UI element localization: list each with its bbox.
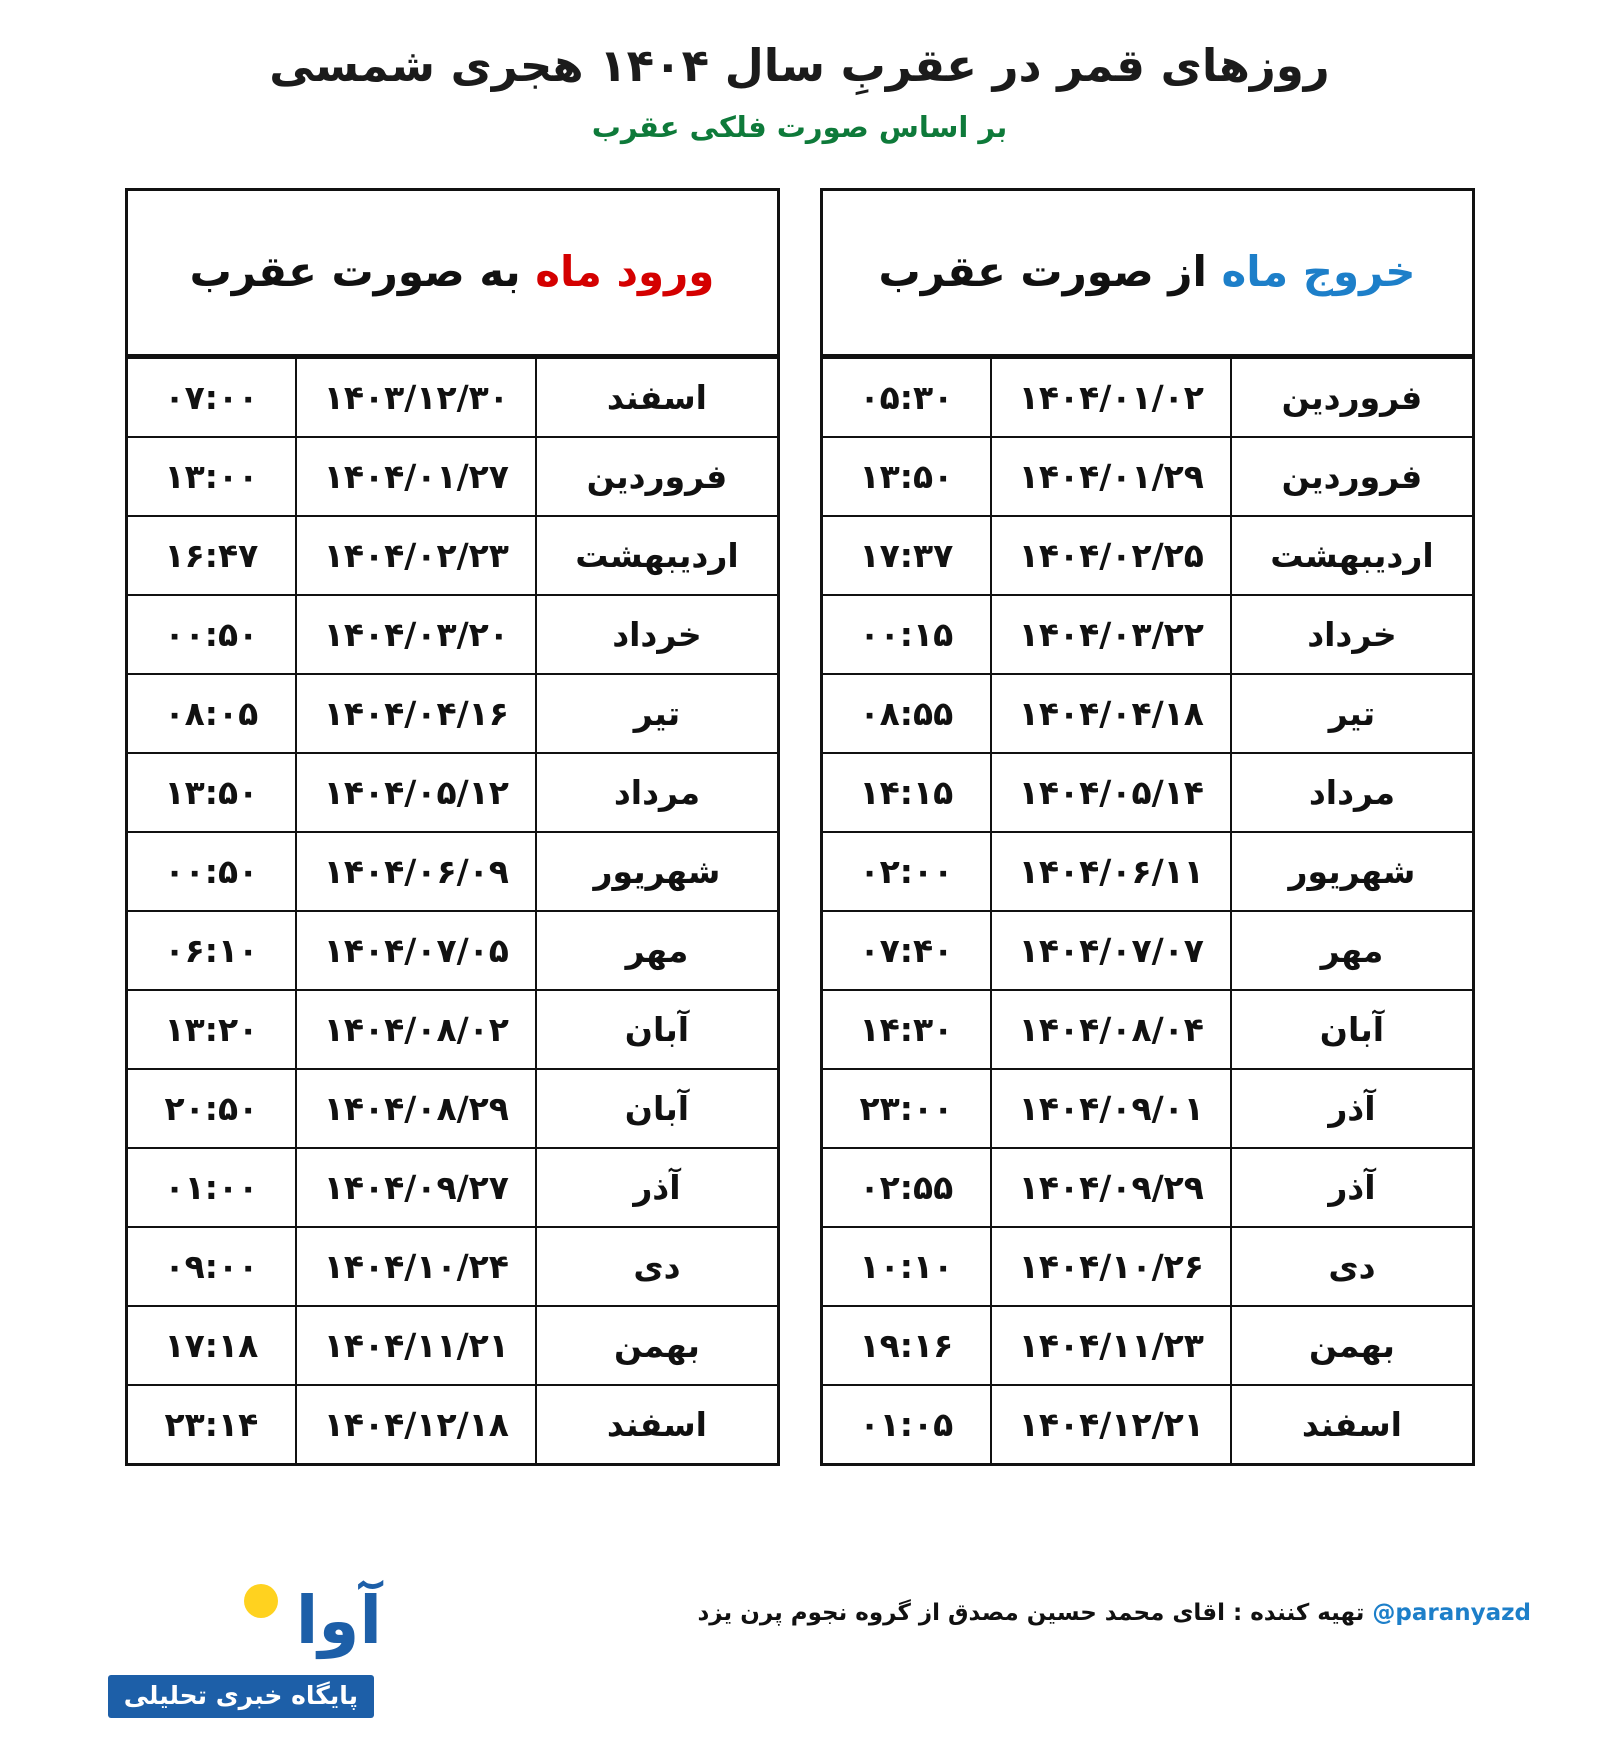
cell-time: ۰۰:۵۰	[128, 595, 297, 674]
table-row	[823, 516, 1472, 595]
entry-table-block	[125, 188, 780, 1466]
page-header	[0, 0, 1599, 144]
cell-date: ۱۴۰۴/۰۱/۲۹	[991, 437, 1231, 516]
cell-month: آذر	[1231, 1148, 1471, 1227]
exit-heading-highlight: خروج ماه	[1221, 247, 1416, 297]
cell-time: ۱۳:۵۰	[823, 437, 992, 516]
cell-month: فروردین	[1231, 358, 1471, 437]
entry-heading-highlight: ورود ماه	[535, 247, 715, 297]
cell-time: ۱۷:۳۷	[823, 516, 992, 595]
cell-time: ۱۴:۳۰	[823, 990, 992, 1069]
cell-time: ۰۰:۱۵	[823, 595, 992, 674]
cell-month: آذر	[1231, 1069, 1471, 1148]
cell-time: ۰۶:۱۰	[128, 911, 297, 990]
cell-time: ۰۵:۳۰	[823, 358, 992, 437]
cell-time: ۱۴:۱۵	[823, 753, 992, 832]
table-row	[128, 753, 777, 832]
cell-time: ۰۲:۰۰	[823, 832, 992, 911]
cell-month: اسفند	[536, 358, 776, 437]
exit-table-heading	[823, 191, 1472, 357]
table-row	[128, 358, 777, 437]
page-title: روزهای قمر در عقربِ سال ۱۴۰۴ هجری شمسی	[269, 39, 1330, 92]
cell-date: ۱۴۰۴/۰۲/۲۳	[296, 516, 536, 595]
cell-month: خرداد	[536, 595, 776, 674]
cell-date: ۱۴۰۴/۱۲/۲۱	[991, 1385, 1231, 1463]
cell-time: ۰۷:۴۰	[823, 911, 992, 990]
cell-time: ۰۱:۰۵	[823, 1385, 992, 1463]
table-row	[128, 990, 777, 1069]
cell-date: ۱۴۰۴/۰۲/۲۵	[991, 516, 1231, 595]
cell-month: مرداد	[1231, 753, 1471, 832]
cell-month: شهریور	[536, 832, 776, 911]
tables-container	[125, 188, 1475, 1466]
table-row	[823, 1069, 1472, 1148]
logo-wordmark: آوا	[295, 1582, 382, 1659]
cell-month: مهر	[1231, 911, 1471, 990]
cell-time: ۱۰:۱۰	[823, 1227, 992, 1306]
cell-month: بهمن	[1231, 1306, 1471, 1385]
cell-time: ۱۳:۵۰	[128, 753, 297, 832]
cell-time: ۱۶:۴۷	[128, 516, 297, 595]
cell-time: ۲۳:۰۰	[823, 1069, 992, 1148]
cell-month: بهمن	[536, 1306, 776, 1385]
cell-month: اسفند	[536, 1385, 776, 1463]
sun-dot-icon	[244, 1584, 278, 1618]
table-row	[823, 437, 1472, 516]
cell-date: ۱۴۰۴/۰۵/۱۴	[991, 753, 1231, 832]
table-row	[128, 437, 777, 516]
cell-date: ۱۴۰۴/۰۷/۰۵	[296, 911, 536, 990]
page-subtitle: بر اساس صورت فلکی عقرب	[591, 110, 1008, 145]
cell-month: اسفند	[1231, 1385, 1471, 1463]
entry-table-heading	[128, 191, 777, 357]
cell-time: ۰۲:۵۵	[823, 1148, 992, 1227]
cell-date: ۱۴۰۴/۰۸/۰۴	[991, 990, 1231, 1069]
table-row	[823, 753, 1472, 832]
cell-date: ۱۴۰۴/۰۹/۲۷	[296, 1148, 536, 1227]
table-row	[128, 1227, 777, 1306]
table-row	[128, 595, 777, 674]
cell-month: فروردین	[1231, 437, 1471, 516]
cell-date: ۱۴۰۴/۰۸/۲۹	[296, 1069, 536, 1148]
cell-time: ۱۷:۱۸	[128, 1306, 297, 1385]
exit-heading-rest: از صورت عقرب	[878, 247, 1207, 297]
cell-time: ۱۳:۲۰	[128, 990, 297, 1069]
cell-time: ۰۷:۰۰	[128, 358, 297, 437]
cell-time: ۰۹:۰۰	[128, 1227, 297, 1306]
cell-month: تیر	[1231, 674, 1471, 753]
cell-date: ۱۴۰۴/۰۶/۱۱	[991, 832, 1231, 911]
table-row	[823, 358, 1472, 437]
table-row	[128, 1385, 777, 1463]
cell-month: آبان	[536, 990, 776, 1069]
credit-line	[697, 1600, 1531, 1626]
cell-month: آبان	[536, 1069, 776, 1148]
social-handle: @paranyazd	[1372, 1600, 1531, 1626]
cell-month: مرداد	[536, 753, 776, 832]
cell-date: ۱۴۰۳/۱۲/۳۰	[296, 358, 536, 437]
page-footer	[0, 1578, 1599, 1738]
table-row	[823, 911, 1472, 990]
table-row	[823, 674, 1472, 753]
table-row	[128, 1148, 777, 1227]
cell-date: ۱۴۰۴/۰۱/۰۲	[991, 358, 1231, 437]
cell-date: ۱۴۰۴/۰۱/۲۷	[296, 437, 536, 516]
cell-time: ۲۰:۵۰	[128, 1069, 297, 1148]
cell-time: ۰۸:۵۵	[823, 674, 992, 753]
cell-month: فروردین	[536, 437, 776, 516]
cell-date: ۱۴۰۴/۰۷/۰۷	[991, 911, 1231, 990]
cell-month: دی	[536, 1227, 776, 1306]
credit-text: تهیه کننده : اقای محمد حسین مصدق از گروه نجوم پرن یزد	[697, 1600, 1365, 1626]
entry-heading-rest: به صورت عقرب	[189, 247, 521, 297]
table-row	[128, 1069, 777, 1148]
table-row	[823, 595, 1472, 674]
table-row	[823, 832, 1472, 911]
table-row	[823, 990, 1472, 1069]
cell-month: اردیبهشت	[536, 516, 776, 595]
cell-time: ۱۹:۱۶	[823, 1306, 992, 1385]
table-row	[823, 1227, 1472, 1306]
cell-time: ۲۳:۱۴	[128, 1385, 297, 1463]
cell-month: خرداد	[1231, 595, 1471, 674]
table-row	[823, 1148, 1472, 1227]
table-row	[128, 911, 777, 990]
cell-date: ۱۴۰۴/۰۹/۲۹	[991, 1148, 1231, 1227]
exit-table-block	[820, 188, 1475, 1466]
cell-date: ۱۴۰۴/۰۵/۱۲	[296, 753, 536, 832]
cell-date: ۱۴۰۴/۱۰/۲۴	[296, 1227, 536, 1306]
cell-date: ۱۴۰۴/۰۶/۰۹	[296, 832, 536, 911]
table-row	[128, 516, 777, 595]
cell-month: آذر	[536, 1148, 776, 1227]
table-row	[128, 1306, 777, 1385]
cell-time: ۰۰:۵۰	[128, 832, 297, 911]
cell-time: ۰۱:۰۰	[128, 1148, 297, 1227]
cell-date: ۱۴۰۴/۱۰/۲۶	[991, 1227, 1231, 1306]
cell-date: ۱۴۰۴/۰۳/۲۲	[991, 595, 1231, 674]
cell-month: آبان	[1231, 990, 1471, 1069]
cell-date: ۱۴۰۴/۱۱/۲۳	[991, 1306, 1231, 1385]
exit-table	[823, 357, 1472, 1463]
cell-month: مهر	[536, 911, 776, 990]
cell-month: اردیبهشت	[1231, 516, 1471, 595]
site-logo	[62, 1582, 382, 1722]
table-row	[823, 1385, 1472, 1463]
table-row	[823, 1306, 1472, 1385]
cell-date: ۱۴۰۴/۱۲/۱۸	[296, 1385, 536, 1463]
table-row	[128, 832, 777, 911]
cell-date: ۱۴۰۴/۰۴/۱۶	[296, 674, 536, 753]
cell-date: ۱۴۰۴/۰۹/۰۱	[991, 1069, 1231, 1148]
entry-table	[128, 357, 777, 1463]
cell-date: ۱۴۰۴/۰۸/۰۲	[296, 990, 536, 1069]
cell-time: ۱۳:۰۰	[128, 437, 297, 516]
cell-date: ۱۴۰۴/۰۳/۲۰	[296, 595, 536, 674]
cell-month: تیر	[536, 674, 776, 753]
cell-date: ۱۴۰۴/۰۴/۱۸	[991, 674, 1231, 753]
table-row	[128, 674, 777, 753]
cell-month: شهریور	[1231, 832, 1471, 911]
cell-date: ۱۴۰۴/۱۱/۲۱	[296, 1306, 536, 1385]
cell-time: ۰۸:۰۵	[128, 674, 297, 753]
cell-month: دی	[1231, 1227, 1471, 1306]
logo-tagline: پایگاه خبری تحلیلی	[108, 1675, 374, 1718]
